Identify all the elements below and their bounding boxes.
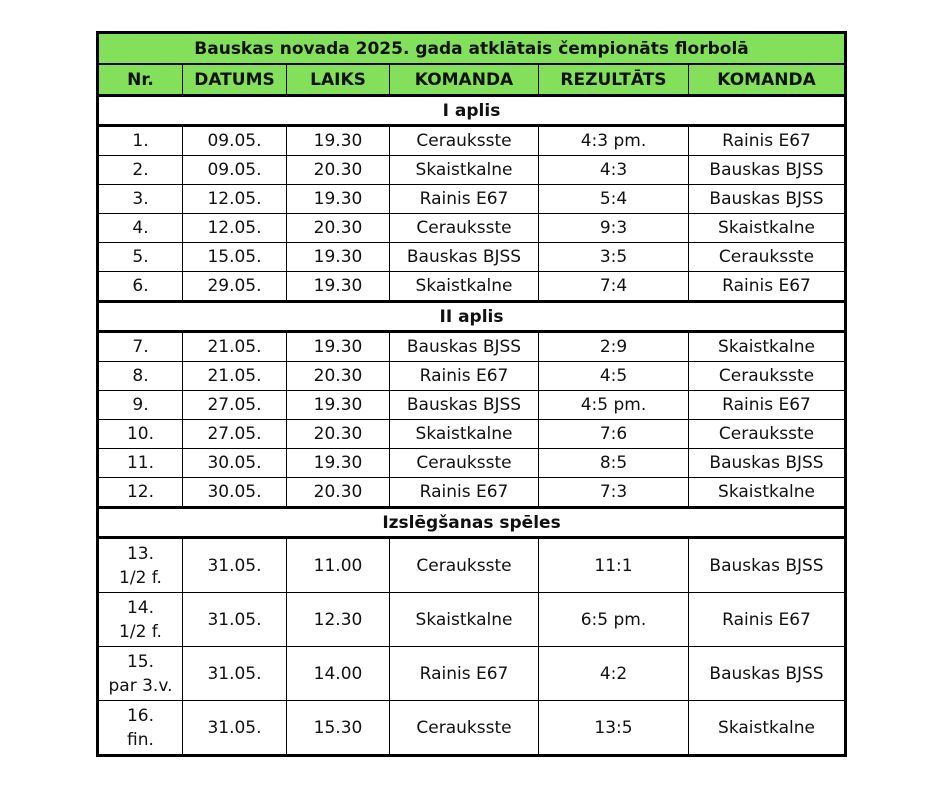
cell-team-home: Cerauksste	[390, 449, 539, 478]
cell-date: 31.05.	[183, 593, 287, 647]
cell-time: 19.30	[287, 391, 390, 420]
cell-date: 27.05.	[183, 391, 287, 420]
cell-result: 4:5 pm.	[539, 391, 689, 420]
cell-team-home: Rainis E67	[390, 362, 539, 391]
cell-nr	[98, 420, 183, 449]
cell-team-home: Skaistkalne	[390, 272, 539, 302]
cell-time: 20.30	[287, 362, 390, 391]
section-header-row	[98, 96, 846, 126]
match-number: 11.	[126, 453, 155, 473]
table-row	[98, 362, 846, 391]
cell-team-away: Bauskas BJSS	[689, 156, 846, 185]
cell-date: 29.05.	[183, 272, 287, 302]
match-number: 8.	[132, 366, 149, 386]
header-row	[98, 64, 846, 96]
cell-time: 15.30	[287, 701, 390, 756]
table-row	[98, 332, 846, 362]
table-row	[98, 156, 846, 185]
match-number: 14.	[126, 597, 155, 618]
cell-nr	[98, 272, 183, 302]
cell-team-away: Bauskas BJSS	[689, 449, 846, 478]
match-number: 13.	[126, 543, 155, 564]
cell-time: 19.30	[287, 126, 390, 156]
cell-nr	[98, 243, 183, 272]
match-number: 12.	[126, 482, 155, 502]
table-row	[98, 538, 846, 593]
match-stage: fin.	[127, 729, 154, 750]
match-number: 2.	[132, 160, 149, 180]
cell-nr	[98, 362, 183, 391]
cell-team-away: Bauskas BJSS	[689, 538, 846, 593]
cell-date: 21.05.	[183, 332, 287, 362]
match-number: 6.	[132, 276, 149, 296]
cell-time: 20.30	[287, 478, 390, 508]
cell-time: 19.30	[287, 449, 390, 478]
cell-date: 30.05.	[183, 478, 287, 508]
table-row	[98, 449, 846, 478]
cell-date: 09.05.	[183, 156, 287, 185]
cell-nr	[98, 449, 183, 478]
cell-result: 9:3	[539, 214, 689, 243]
title-row	[98, 33, 846, 65]
cell-result: 4:3 pm.	[539, 126, 689, 156]
header-time: LAIKS	[287, 64, 390, 96]
cell-team-away: Cerauksste	[689, 243, 846, 272]
cell-team-away: Rainis E67	[689, 593, 846, 647]
table-title: Bauskas novada 2025. gada atklātais čempionāts florbolā	[98, 33, 846, 65]
header-date: DATUMS	[183, 64, 287, 96]
table-row	[98, 391, 846, 420]
cell-result: 3:5	[539, 243, 689, 272]
cell-team-home: Cerauksste	[390, 701, 539, 756]
cell-team-home: Cerauksste	[390, 214, 539, 243]
cell-result: 8:5	[539, 449, 689, 478]
section-title: Izslēgšanas spēles	[98, 508, 846, 538]
cell-time: 20.30	[287, 156, 390, 185]
cell-team-away: Cerauksste	[689, 420, 846, 449]
cell-nr	[98, 701, 183, 756]
header-team-away: KOMANDA	[689, 64, 846, 96]
cell-team-away: Cerauksste	[689, 362, 846, 391]
cell-team-away: Skaistkalne	[689, 478, 846, 508]
cell-team-home: Bauskas BJSS	[390, 391, 539, 420]
cell-team-away: Rainis E67	[689, 391, 846, 420]
cell-time: 12.30	[287, 593, 390, 647]
match-number: 10.	[126, 424, 155, 444]
cell-nr	[98, 647, 183, 701]
match-number: 9.	[132, 395, 149, 415]
table-row	[98, 593, 846, 647]
cell-date: 15.05.	[183, 243, 287, 272]
cell-team-away: Rainis E67	[689, 126, 846, 156]
cell-time: 19.30	[287, 272, 390, 302]
cell-nr	[98, 538, 183, 593]
cell-result: 4:5	[539, 362, 689, 391]
match-number: 15.	[126, 651, 155, 672]
cell-nr	[98, 391, 183, 420]
schedule-table	[96, 31, 847, 757]
cell-nr	[98, 126, 183, 156]
cell-team-home: Cerauksste	[390, 126, 539, 156]
cell-result: 7:3	[539, 478, 689, 508]
cell-team-home: Bauskas BJSS	[390, 332, 539, 362]
cell-team-home: Rainis E67	[390, 185, 539, 214]
cell-result: 13:5	[539, 701, 689, 756]
cell-nr	[98, 156, 183, 185]
match-number: 16.	[126, 705, 155, 726]
cell-team-home: Cerauksste	[390, 538, 539, 593]
table-row	[98, 647, 846, 701]
match-stage: par 3.v.	[108, 675, 173, 696]
table-row	[98, 126, 846, 156]
cell-date: 31.05.	[183, 538, 287, 593]
cell-result: 6:5 pm.	[539, 593, 689, 647]
cell-nr	[98, 214, 183, 243]
cell-time: 20.30	[287, 214, 390, 243]
header-team-home: KOMANDA	[390, 64, 539, 96]
cell-team-home: Skaistkalne	[390, 420, 539, 449]
cell-date: 21.05.	[183, 362, 287, 391]
match-stage: 1/2 f.	[119, 621, 162, 642]
match-stage: 1/2 f.	[119, 567, 162, 588]
header-nr: Nr.	[98, 64, 183, 96]
cell-date: 31.05.	[183, 647, 287, 701]
cell-date: 09.05.	[183, 126, 287, 156]
cell-time: 11.00	[287, 538, 390, 593]
cell-date: 12.05.	[183, 185, 287, 214]
cell-team-home: Rainis E67	[390, 647, 539, 701]
cell-team-away: Skaistkalne	[689, 214, 846, 243]
cell-date: 30.05.	[183, 449, 287, 478]
match-number: 1.	[132, 131, 149, 151]
cell-time: 19.30	[287, 243, 390, 272]
table-row	[98, 701, 846, 756]
table-row	[98, 420, 846, 449]
match-number: 3.	[132, 189, 149, 209]
cell-team-away: Skaistkalne	[689, 701, 846, 756]
cell-date: 12.05.	[183, 214, 287, 243]
table-row	[98, 185, 846, 214]
cell-time: 19.30	[287, 185, 390, 214]
table-row	[98, 478, 846, 508]
cell-team-away: Bauskas BJSS	[689, 185, 846, 214]
table-row	[98, 272, 846, 302]
cell-time: 14.00	[287, 647, 390, 701]
cell-team-home: Rainis E67	[390, 478, 539, 508]
cell-result: 4:3	[539, 156, 689, 185]
cell-team-home: Skaistkalne	[390, 156, 539, 185]
table-row	[98, 214, 846, 243]
table-row	[98, 243, 846, 272]
cell-result: 4:2	[539, 647, 689, 701]
cell-result: 11:1	[539, 538, 689, 593]
cell-team-home: Skaistkalne	[390, 593, 539, 647]
cell-time: 20.30	[287, 420, 390, 449]
cell-time: 19.30	[287, 332, 390, 362]
cell-team-away: Rainis E67	[689, 272, 846, 302]
cell-team-away: Bauskas BJSS	[689, 647, 846, 701]
cell-result: 5:4	[539, 185, 689, 214]
match-number: 4.	[132, 218, 149, 238]
cell-nr	[98, 185, 183, 214]
cell-date: 27.05.	[183, 420, 287, 449]
cell-team-home: Bauskas BJSS	[390, 243, 539, 272]
cell-nr	[98, 332, 183, 362]
section-header-row	[98, 508, 846, 538]
match-number: 7.	[132, 337, 149, 357]
match-number: 5.	[132, 247, 149, 267]
cell-nr	[98, 478, 183, 508]
cell-date: 31.05.	[183, 701, 287, 756]
cell-result: 2:9	[539, 332, 689, 362]
section-title: II aplis	[98, 302, 846, 332]
cell-result: 7:4	[539, 272, 689, 302]
cell-team-away: Skaistkalne	[689, 332, 846, 362]
section-header-row	[98, 302, 846, 332]
cell-result: 7:6	[539, 420, 689, 449]
header-result: REZULTĀTS	[539, 64, 689, 96]
cell-nr	[98, 593, 183, 647]
section-title: I aplis	[98, 96, 846, 126]
